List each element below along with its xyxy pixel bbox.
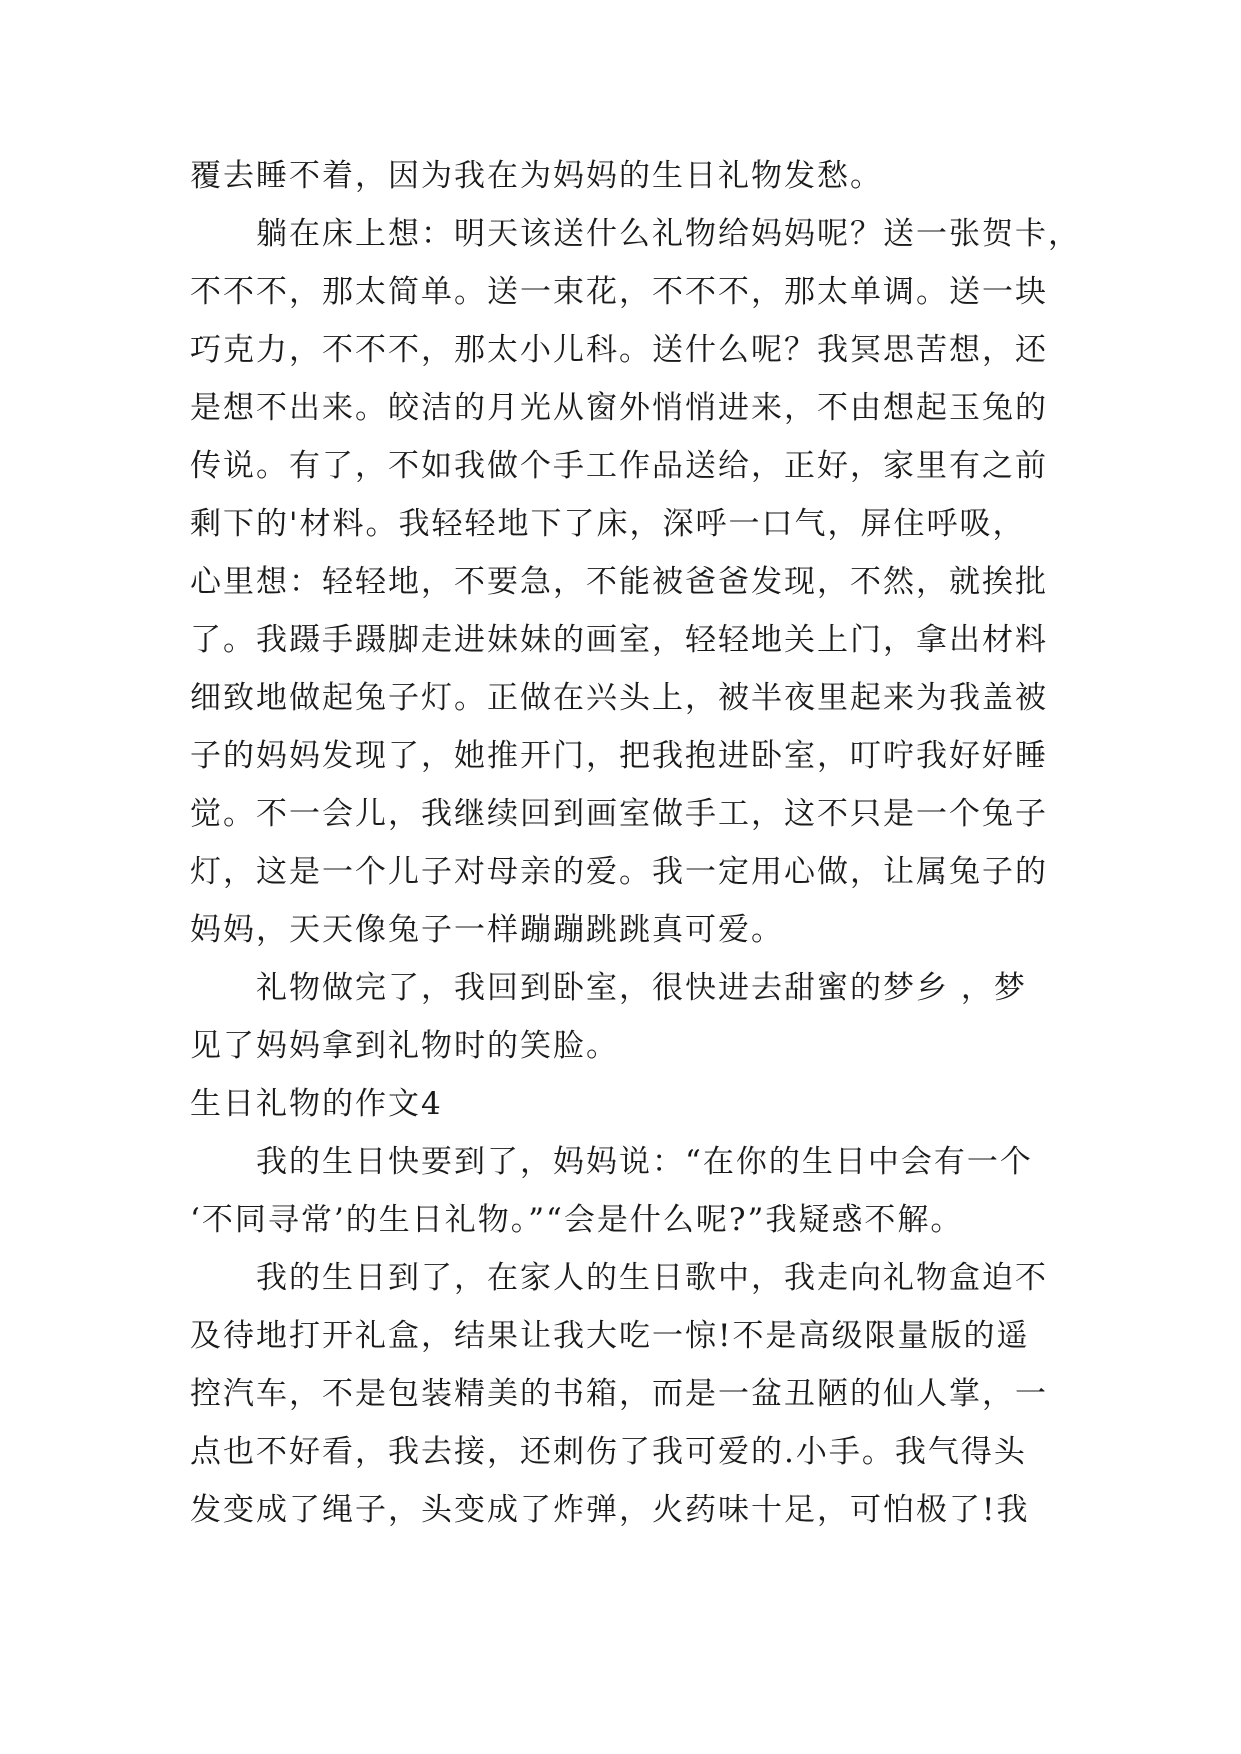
text-line: 点也不好看，我去接，还刺伤了我可爱的.小手。我气得头 <box>190 1434 1027 1470</box>
paragraph-start-line: 礼物做完了，我回到卧室，很快进去甜蜜的梦乡 ，梦 <box>256 970 1027 1006</box>
text-line: 了。我蹑手蹑脚走进妹妹的画室，轻轻地关上门，拿出材料 <box>190 622 1048 658</box>
paragraph-start-line: 躺在床上想：明天该送什么礼物给妈妈呢？送一张贺卡， <box>256 216 1081 252</box>
text-line: 见了妈妈拿到礼物时的笑脸。 <box>190 1028 619 1064</box>
text-line: 觉。不一会儿，我继续回到画室做手工，这不只是一个兔子 <box>190 796 1048 832</box>
paragraph-start-line: 我的生日快要到了，妈妈说：“在你的生日中会有一个 <box>256 1144 1033 1180</box>
text-line: ‘不同寻常’的生日礼物。”“会是什么呢?”我疑惑不解。 <box>190 1202 964 1238</box>
text-line: 剩下的'材料。我轻轻地下了床，深呼一口气，屏住呼吸， <box>190 506 1026 542</box>
section-heading: 生日礼物的作文4 <box>190 1086 443 1122</box>
text-line: 控汽车，不是包装精美的书箱，而是一盆丑陋的仙人掌，一 <box>190 1376 1048 1412</box>
text-line: 妈妈，天天像兔子一样蹦蹦跳跳真可爱。 <box>190 912 784 948</box>
text-line: 发变成了绳子，头变成了炸弹，火药味十足，可怕极了!我 <box>190 1492 1030 1528</box>
text-line: 心里想：轻轻地，不要急，不能被爸爸发现，不然，就挨批 <box>190 564 1048 600</box>
text-line: 覆去睡不着，因为我在为妈妈的生日礼物发愁。 <box>190 158 883 194</box>
text-line: 不不不，那太简单。送一束花，不不不，那太单调。送一块 <box>190 274 1048 310</box>
text-line: 巧克力，不不不，那太小儿科。送什么呢？我冥思苦想，还 <box>190 332 1048 368</box>
text-line: 灯，这是一个儿子对母亲的爱。我一定用心做，让属兔子的 <box>190 854 1048 890</box>
text-line: 及待地打开礼盒，结果让我大吃一惊!不是高级限量版的遥 <box>190 1318 1030 1354</box>
text-line: 是想不出来。皎洁的月光从窗外悄悄进来，不由想起玉兔的 <box>190 390 1048 426</box>
paragraph-start-line: 我的生日到了，在家人的生日歌中，我走向礼物盒迫不 <box>256 1260 1048 1296</box>
text-line: 细致地做起兔子灯。正做在兴头上，被半夜里起来为我盖被 <box>190 680 1048 716</box>
text-line: 子的妈妈发现了，她推开门，把我抱进卧室，叮咛我好好睡 <box>190 738 1048 774</box>
text-line: 传说。有了，不如我做个手工作品送给，正好，家里有之前 <box>190 448 1048 484</box>
